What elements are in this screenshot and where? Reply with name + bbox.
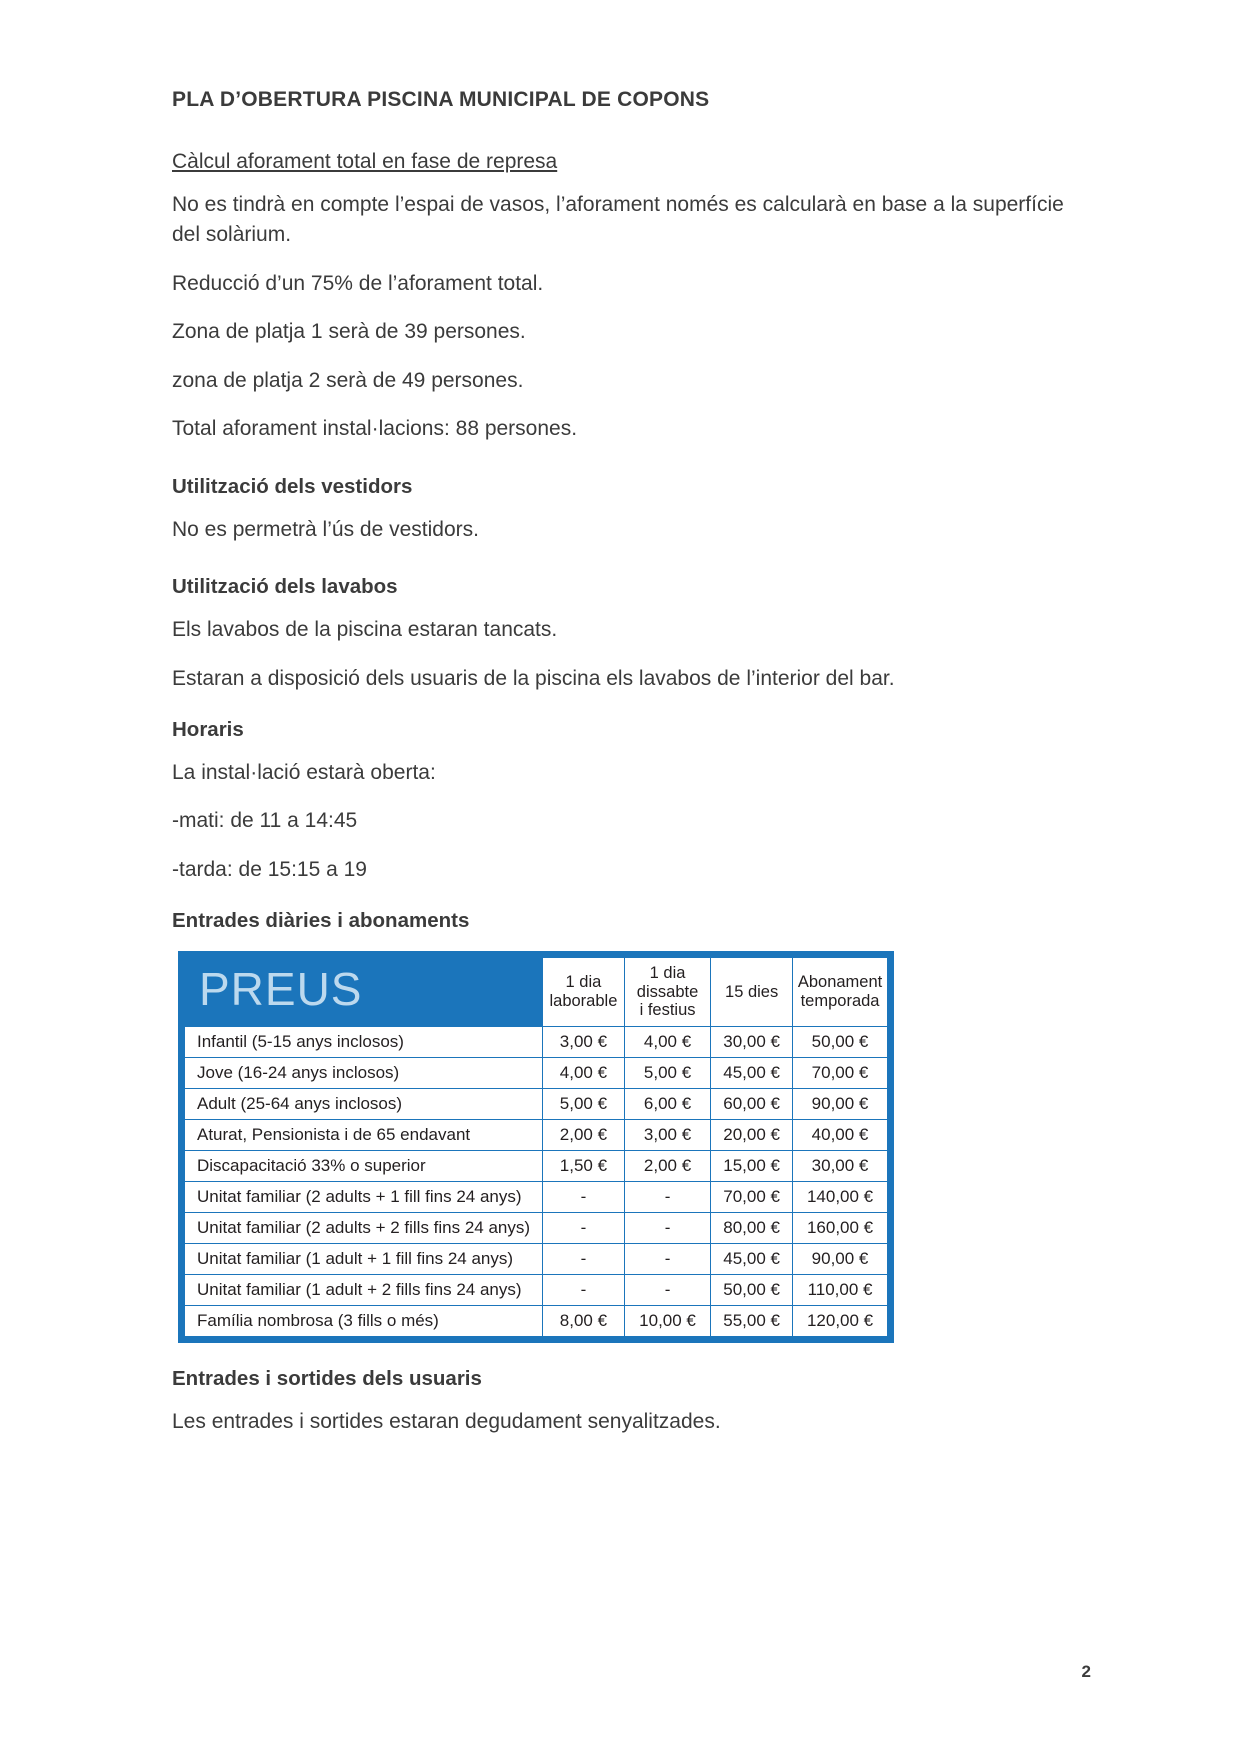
column-header-line: laborable <box>549 991 618 1010</box>
section-heading-aforament: Càlcul aforament total en fase de represa <box>172 150 558 173</box>
row-price: 40,00 € <box>793 1119 888 1150</box>
table-row <box>185 1057 888 1088</box>
row-concept: Unitat familiar (2 adults + 1 fill fins 24 anys) <box>185 1181 543 1212</box>
table-row <box>185 1274 888 1305</box>
table-row <box>185 1181 888 1212</box>
row-price: 50,00 € <box>793 1026 888 1057</box>
row-price: 90,00 € <box>793 1243 888 1274</box>
column-header-line: dissabte <box>636 982 699 1001</box>
paragraph-horaris-3: -tarda: de 15:15 a 19 <box>172 857 367 881</box>
row-price: 20,00 € <box>711 1119 793 1150</box>
row-price: 45,00 € <box>711 1057 793 1088</box>
section-heading-entrades-abonaments: Entrades diàries i abonaments <box>172 909 470 933</box>
row-price: 140,00 € <box>793 1181 888 1212</box>
row-price: - <box>624 1212 710 1243</box>
row-price: - <box>542 1181 624 1212</box>
column-header-line: 15 dies <box>725 982 779 1001</box>
row-price: 55,00 € <box>711 1305 793 1336</box>
section-heading-vestidors: Utilització dels vestidors <box>172 474 413 498</box>
row-concept: Discapacitació 33% o superior <box>185 1150 543 1181</box>
column-header-line: 1 dia <box>649 964 686 983</box>
row-price: - <box>542 1274 624 1305</box>
row-concept: Infantil (5-15 anys inclosos) <box>185 1026 543 1057</box>
row-concept: Unitat familiar (1 adult + 2 fills fins 24 anys) <box>185 1274 543 1305</box>
column-header-line: temporada <box>800 991 880 1010</box>
row-concept: Aturat, Pensionista i de 65 endavant <box>185 1119 543 1150</box>
row-price: 8,00 € <box>542 1305 624 1336</box>
table-row <box>185 1305 888 1336</box>
table-row <box>185 1243 888 1274</box>
paragraph-lavabos-2: Estaran a disposició dels usuaris de la piscina els lavabos de l’interior del bar. <box>172 666 895 690</box>
section-heading-horaris: Horaris <box>172 717 244 741</box>
column-header-15-dies <box>711 958 793 1026</box>
row-price: 1,50 € <box>542 1150 624 1181</box>
column-header-1dia-laborable <box>542 958 624 1026</box>
paragraph-sortides-1: Les entrades i sortides estaran degudament senyalitzades. <box>172 1409 721 1433</box>
row-price: 15,00 € <box>711 1150 793 1181</box>
row-price: - <box>542 1212 624 1243</box>
column-header-line: i festius <box>639 1001 696 1020</box>
row-price: 5,00 € <box>542 1088 624 1119</box>
price-table-head <box>185 958 888 1026</box>
paragraph-aforament-3: Zona de platja 1 serà de 39 persones. <box>172 320 526 344</box>
page-number: 2 <box>1081 1662 1091 1681</box>
row-price: 2,00 € <box>542 1119 624 1150</box>
column-header-abonament-temporada <box>793 958 888 1026</box>
row-price: - <box>624 1274 710 1305</box>
row-price: 70,00 € <box>793 1057 888 1088</box>
column-header-line: Abonament <box>797 973 883 992</box>
paragraph-vestidors-1: No es permetrà l’ús de vestidors. <box>172 517 479 541</box>
row-concept: Unitat familiar (1 adult + 1 fill fins 24 anys) <box>185 1243 543 1274</box>
row-price: 70,00 € <box>711 1181 793 1212</box>
section-heading-entrades-sortides: Entrades i sortides dels usuaris <box>172 1366 482 1390</box>
row-price: 6,00 € <box>624 1088 710 1119</box>
paragraph-horaris-1: La instal·lació estarà oberta: <box>172 760 436 784</box>
row-price: 60,00 € <box>711 1088 793 1119</box>
row-price: - <box>542 1243 624 1274</box>
row-price: - <box>624 1181 710 1212</box>
paragraph-horaris-2: -mati: de 11 a 14:45 <box>172 809 358 833</box>
row-price: 5,00 € <box>624 1057 710 1088</box>
table-row <box>185 1119 888 1150</box>
row-price: 160,00 € <box>793 1212 888 1243</box>
row-price: 90,00 € <box>793 1088 888 1119</box>
paragraph-aforament-5: Total aforament instal·lacions: 88 persones. <box>172 417 578 441</box>
row-concept: Adult (25-64 anys inclosos) <box>185 1088 543 1119</box>
row-price: 120,00 € <box>793 1305 888 1336</box>
row-price: 45,00 € <box>711 1243 793 1274</box>
column-header-line: 1 dia <box>565 973 602 992</box>
paragraph-aforament-1: No es tindrà en compte l’espai de vasos, l’aforament només es calcularà en base a la superfície del solàrium. <box>172 193 1064 247</box>
row-price: 80,00 € <box>711 1212 793 1243</box>
row-price: 2,00 € <box>624 1150 710 1181</box>
paragraph-aforament-2: Reducció d’un 75% de l’aforament total. <box>172 271 544 295</box>
table-row <box>185 1150 888 1181</box>
section-heading-lavabos: Utilització dels lavabos <box>172 575 398 599</box>
price-table <box>184 957 888 1336</box>
row-price: 30,00 € <box>793 1150 888 1181</box>
row-price: 3,00 € <box>624 1119 710 1150</box>
paragraph-aforament-4: zona de platja 2 serà de 49 persones. <box>172 368 524 392</box>
table-row <box>185 1212 888 1243</box>
row-price: 3,00 € <box>542 1026 624 1057</box>
paragraph-lavabos-1: Els lavabos de la piscina estaran tancats. <box>172 618 558 642</box>
table-row <box>185 1088 888 1119</box>
table-header-row <box>185 958 888 1026</box>
row-price: 4,00 € <box>542 1057 624 1088</box>
column-header-1dia-dissabte-festius <box>624 958 710 1026</box>
price-table-brand: PREUS <box>185 958 543 1026</box>
price-table-body <box>185 1026 888 1336</box>
row-price: 4,00 € <box>624 1026 710 1057</box>
price-table-block <box>178 951 894 1342</box>
table-row <box>185 1026 888 1057</box>
row-concept: Jove (16-24 anys inclosos) <box>185 1057 543 1088</box>
page-title: PLA D’OBERTURA PISCINA MUNICIPAL DE COPONS <box>172 88 710 111</box>
row-price: 10,00 € <box>624 1305 710 1336</box>
row-price: 110,00 € <box>793 1274 888 1305</box>
row-price: 50,00 € <box>711 1274 793 1305</box>
row-concept: Unitat familiar (2 adults + 2 fills fins 24 anys) <box>185 1212 543 1243</box>
row-price: - <box>624 1243 710 1274</box>
row-concept: Família nombrosa (3 fills o més) <box>185 1305 543 1336</box>
row-price: 30,00 € <box>711 1026 793 1057</box>
